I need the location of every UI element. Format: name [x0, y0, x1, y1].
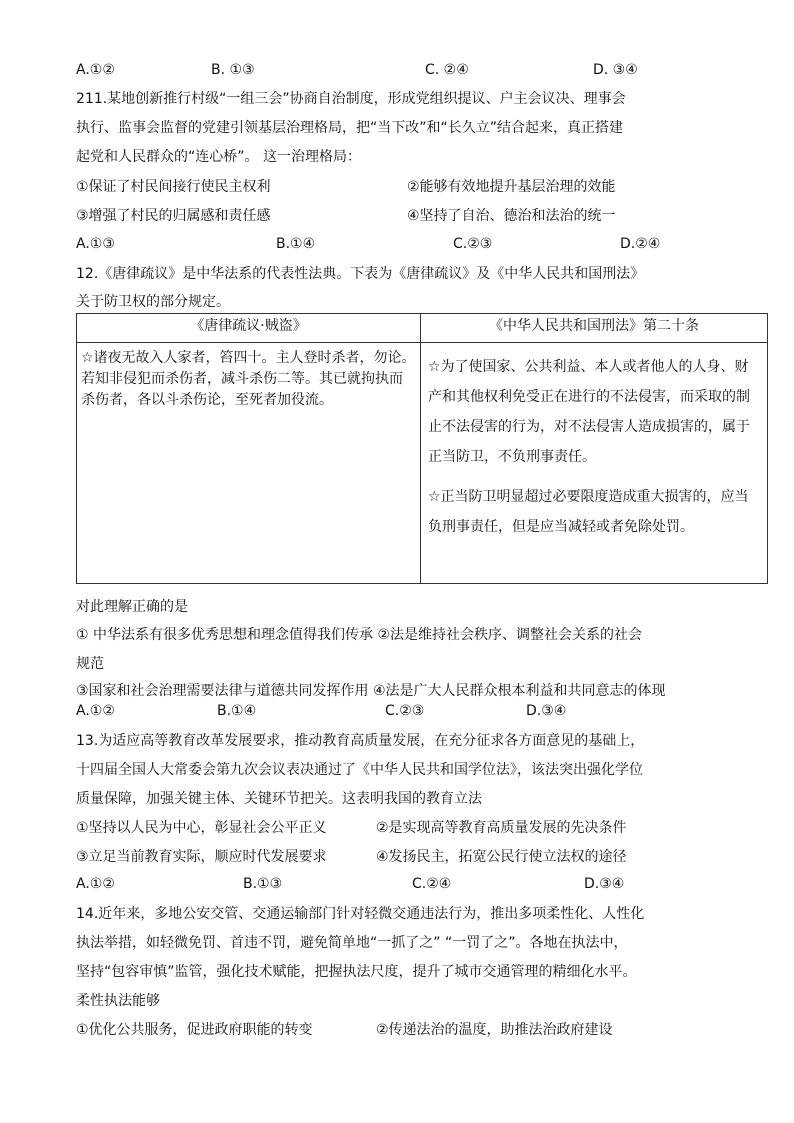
q11-stem-line-2: 执行、监事会监督的党建引领基层治理格局，把“当下改”和“长久立”结合起来，真正搭建	[76, 120, 624, 136]
q11-options	[76, 234, 716, 254]
criminal-law-paragraph-2: ☆正当防卫明显超过必要限度造成重大损害的，应当负刑事责任，但是应当减轻或者免除处罚。	[428, 489, 749, 535]
q13-stem-line-2: 十四届全国人大常委会第九次会议表决通过了《中华人民共和国学位法》，该法突出强化学位	[76, 762, 643, 778]
q13-statement-1: ①坚持以人民为中心，彰显社会公平正义	[76, 820, 327, 836]
table-header-criminal-law: 《中华人民共和国刑法》第二十条	[421, 314, 768, 343]
q12-options	[76, 701, 716, 721]
q12-statement-line-1: ① 中华法系有很多优秀思想和理念值得我们传承 ②法是维持社会秩序、调整社会关系的社会	[76, 627, 642, 643]
q11-option-d: D.②④	[620, 236, 661, 252]
q12-statement-line-3: ③国家和社会治理需要法律与道德共同发挥作用 ④法是广大人民群众根本利益和共同意志的体现	[76, 683, 666, 699]
q13-statement-4: ④发扬民主，拓宽公民行使立法权的途径	[376, 849, 627, 865]
q14-statement-1: ①优化公共服务，促进政府职能的转变	[76, 1022, 313, 1038]
q14-stem-line-4: 柔性执法能够	[76, 993, 160, 1009]
q13-option-a: A.①②	[76, 876, 115, 892]
q12-option-d: D.③④	[526, 703, 567, 719]
q12-option-b: B.①④	[217, 703, 257, 719]
q11-stem-line-3: 起党和人民群众的“连心桥”。 这一治理格局：	[76, 149, 361, 165]
q12-prompt: 对此理解正确的是	[76, 599, 188, 615]
q13-option-b: B.①③	[243, 876, 283, 892]
q11-statement-1: ①保证了村民间接行使民主权利	[76, 179, 271, 195]
q14-stem-line-1: 14.近年来，多地公安交管、交通运输部门针对轻微交通违法行为，推出多项柔性化、人性化	[76, 906, 645, 922]
q13-option-c: C.②④	[412, 876, 452, 892]
q10-option-d: D. ③④	[593, 62, 638, 78]
q14-stem-line-2: 执法举措，如轻微免罚、首违不罚，避免简单地“一抓了之” “一罚了之”。各地在执法中，	[76, 935, 628, 951]
q11-statement-3: ③增强了村民的归属感和责任感	[76, 208, 271, 224]
q11-statement-4: ④坚持了自治、德治和法治的统一	[407, 208, 616, 224]
q14-statement-2: ②传递法治的温度，助推法治政府建设	[376, 1022, 613, 1038]
q11-option-a: A.①③	[76, 236, 115, 252]
q11-stem-line-1: 211.某地创新推行村级“一组三会”协商自治制度，形成党组织提议、户主会议决、理事会	[76, 91, 626, 107]
q10-options	[76, 60, 716, 80]
q13-statement-3: ③立足当前教育实际，顺应时代发展要求	[76, 849, 327, 865]
q13-statement-2: ②是实现高等教育高质量发展的先决条件	[376, 820, 627, 836]
q12-option-c: C.②③	[385, 703, 425, 719]
q13-options	[76, 874, 716, 894]
q13-stem-line-1: 13.为适应高等教育改革发展要求，推动教育高质量发展，在充分征求各方面意见的基础上，	[76, 733, 645, 749]
q12-stem-line-2: 关于防卫权的部分规定。	[76, 294, 230, 310]
table-row	[77, 343, 768, 584]
q12-statement-line-2: 规范	[76, 656, 104, 672]
criminal-law-paragraph-1: ☆为了使国家、公共利益、本人或者他人的人身、财产和其他权利免受正在进行的不法侵害，而采取的制止不法侵害的行为，对不法侵害人造成损害的，属于正当防卫，不负刑事责任。	[428, 359, 750, 465]
q13-option-d: D.③④	[584, 876, 625, 892]
criminal-law-text	[422, 344, 766, 548]
q12-option-a: A.①②	[76, 703, 115, 719]
q11-statement-2: ②能够有效地提升基层治理的效能	[407, 179, 616, 195]
table-header-row	[77, 314, 768, 343]
q14-stem-line-3: 坚持“包容审慎”监管，强化技术赋能，把握执法尺度，提升了城市交通管理的精细化水平。	[76, 964, 637, 980]
q10-option-a: A.①②	[76, 62, 115, 78]
q12-stem-line-1: 12.《唐律疏议》是中华法系的代表性法典。下表为《唐律疏议》及《中华人民共和国刑法》	[76, 266, 645, 282]
q13-stem-line-3: 质量保障，加强关键主体、关键环节把关。这表明我国的教育立法	[76, 791, 482, 807]
tang-code-text: ☆诸夜无故入人家者，笞四十。主人登时杀者，勿论。若知非侵犯而杀伤者，减斗杀伤二等。其已就拘执而杀伤者，各以斗杀伤论，至死者加役流。	[81, 350, 416, 408]
law-comparison-table	[76, 313, 768, 584]
q11-option-c: C.②③	[453, 236, 493, 252]
q11-option-b: B.①④	[276, 236, 316, 252]
q10-option-c: C. ②④	[425, 62, 469, 78]
q10-option-b: B. ①③	[211, 62, 255, 78]
table-header-tang-code: 《唐律疏议·贼盗》	[77, 314, 421, 343]
